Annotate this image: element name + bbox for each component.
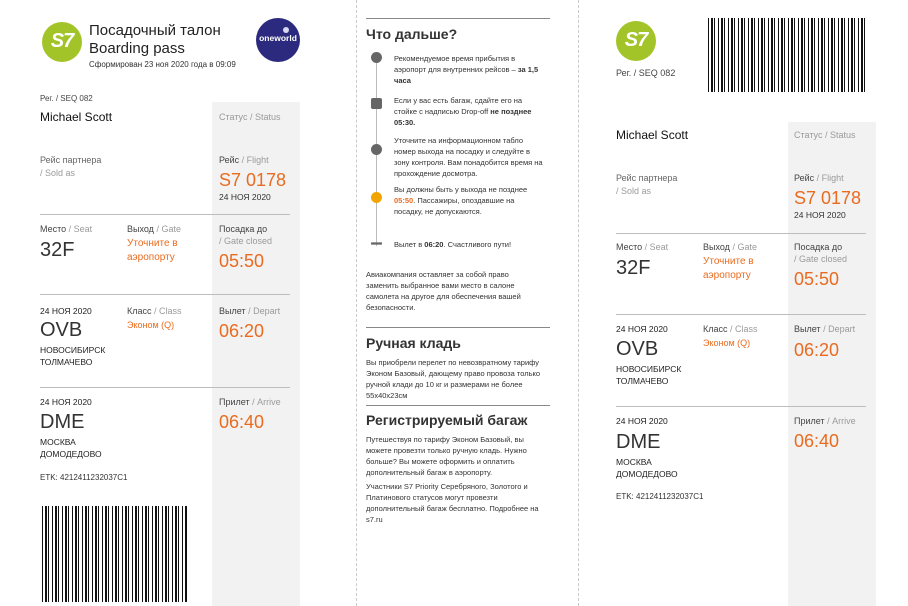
- flight-number: S7 0178: [219, 170, 287, 190]
- gate-value-1: Уточните в: [127, 238, 178, 249]
- partner-label-en-right: / Sold as: [616, 186, 652, 196]
- class-label-right: Класс / Class: [703, 324, 758, 334]
- etk-number-right: ETK: 4212411232037C1: [616, 492, 704, 501]
- partner-label-ru: Рейс партнера: [40, 155, 102, 165]
- step-arrival: Рекомендуемое время прибытия в аэропорт для внутренних рейсов – за 1,5 часа: [394, 54, 539, 85]
- class-value-right: Эконом (Q): [703, 338, 751, 348]
- boarding-label: Посадка до: [219, 224, 268, 234]
- status-label: Статус / Status: [219, 112, 281, 122]
- warning-icon: [371, 192, 382, 203]
- checked-baggage-text-1: Путешествуя по тарифу Эконом Базовый, вы можете провезти только ручную кладь. Нужно больше? Вы можете оформить и оплатить дополнительный багаж в аэропорту.: [366, 435, 527, 477]
- gate-label-right: Выход / Gate: [703, 242, 757, 252]
- reg-seq: Рег. / SEQ 082: [40, 94, 93, 103]
- gate-value-2: аэропорту: [127, 252, 175, 263]
- title-en: Boarding pass: [89, 40, 185, 57]
- step-departure: Вылет в 06:20. Счастливого пути!: [394, 240, 512, 249]
- passenger-name: Michael Scott: [40, 110, 113, 124]
- formed-date: Сформирован 23 ноя 2020 года в 09:09: [89, 60, 236, 69]
- carry-on-heading: Ручная кладь: [366, 335, 461, 351]
- location-pin-icon: [371, 52, 382, 63]
- departure-airport-right: ТОЛМАЧЕВО: [616, 376, 669, 386]
- departure-code-right: OVB: [616, 338, 659, 360]
- depart-time-right: 06:20: [794, 340, 840, 360]
- seat-label: Место / Seat: [40, 224, 93, 234]
- flight-number-right: S7 0178: [794, 188, 862, 208]
- oneworld-logo: oneworld: [256, 18, 300, 62]
- partner-label-ru-right: Рейс партнера: [616, 173, 678, 183]
- what-next-heading: Что дальше?: [366, 26, 458, 42]
- boarding-label-en: / Gate closed: [219, 236, 273, 246]
- depart-time: 06:20: [219, 321, 265, 341]
- title-ru: Посадочный талон: [89, 22, 221, 39]
- s7-logo: S7: [42, 22, 82, 62]
- seat-value: 32F: [40, 239, 75, 261]
- arrival-date: 24 НОЯ 2020: [40, 397, 92, 407]
- class-label: Класс / Class: [127, 306, 182, 316]
- depart-label: Вылет / Depart: [219, 306, 281, 316]
- arrival-code-right: DME: [616, 431, 661, 453]
- partner-label-en: / Sold as: [40, 168, 76, 178]
- depart-label-right: Вылет / Depart: [794, 324, 856, 334]
- flight-date: 24 НОЯ 2020: [219, 192, 271, 202]
- class-value: Эконом (Q): [127, 320, 175, 330]
- arrival-date-right: 24 НОЯ 2020: [616, 416, 668, 426]
- departure-code: OVB: [40, 319, 83, 341]
- arrival-airport-right: ДОМОДЕДОВО: [616, 469, 678, 479]
- boarding-time-right: 05:50: [794, 269, 840, 289]
- gate-value-2-right: аэропорту: [703, 270, 751, 281]
- step-gate-deadline: Вы должны быть у выхода не позднее 05:50. Пассажиры, опоздавшие на посадку, не допускаются.: [394, 185, 528, 216]
- departure-airport: ТОЛМАЧЕВО: [40, 357, 93, 367]
- checked-baggage-heading: Регистрируемый багаж: [366, 412, 528, 428]
- gate-value-1-right: Уточните в: [703, 256, 754, 267]
- step-gate-info: Уточните на информационном табло номер выхода на посадку и следуйте в зону контроля. Вам понадобится время на прохождение досмотра.: [394, 136, 543, 178]
- passenger-name-right: Michael Scott: [616, 128, 689, 142]
- barcode: [42, 506, 188, 602]
- boarding-label-en-right: / Gate closed: [794, 254, 848, 264]
- barcode-right: [708, 18, 868, 92]
- arrival-airport: ДОМОДЕДОВО: [40, 449, 102, 459]
- info-icon: [371, 144, 382, 155]
- etk-number: ETK: 4212411232037C1: [40, 473, 128, 482]
- departure-date-right: 24 НОЯ 2020: [616, 324, 668, 334]
- arrival-code: DME: [40, 411, 85, 433]
- s7-logo-right: S7: [616, 21, 656, 61]
- carry-on-text: Вы приобрели перелет по невозвратному тарифу Эконом Базовый, дающему право провоза только ручной клади до 10 кг и размерами не более 55х40х23см: [366, 358, 541, 400]
- arrival-city-right: МОСКВА: [616, 457, 652, 467]
- boarding-time: 05:50: [219, 251, 265, 271]
- arrive-time-right: 06:40: [794, 431, 840, 451]
- checked-baggage-text-2: Участники S7 Priority Серебряного, Золотого и Платинового статусов могут провезти дополнительный багаж бесплатно. Подробнее на s7.ru: [366, 482, 539, 524]
- departure-city: НОВОСИБИРСК: [40, 345, 106, 355]
- flight-date-right: 24 НОЯ 2020: [794, 210, 846, 220]
- reg-seq-right: Рег. / SEQ 082: [616, 68, 676, 78]
- step-baggage: Если у вас есть багаж, сдайте его на стойке с надписью Drop-off не позднее 05:30.: [394, 96, 532, 127]
- seat-value-right: 32F: [616, 257, 651, 279]
- airline-seat-note: Авиакомпания оставляет за собой право заменить выбранное вами место в салоне самолета на другое для обеспечения вашей безопасности.: [366, 270, 521, 312]
- arrive-label: Прилет / Arrive: [219, 397, 281, 407]
- arrive-label-right: Прилет / Arrive: [794, 416, 856, 426]
- status-label-right: Статус / Status: [794, 130, 856, 140]
- departure-date: 24 НОЯ 2020: [40, 306, 92, 316]
- flight-label: Рейс / Flight: [219, 155, 269, 165]
- arrival-city: МОСКВА: [40, 437, 76, 447]
- arrive-time: 06:40: [219, 412, 265, 432]
- departure-city-right: НОВОСИБИРСК: [616, 364, 682, 374]
- luggage-icon: [371, 98, 382, 109]
- flight-label-right: Рейс / Flight: [794, 173, 844, 183]
- seat-label-right: Место / Seat: [616, 242, 669, 252]
- boarding-label-right: Посадка до: [794, 242, 843, 252]
- gate-label: Выход / Gate: [127, 224, 181, 234]
